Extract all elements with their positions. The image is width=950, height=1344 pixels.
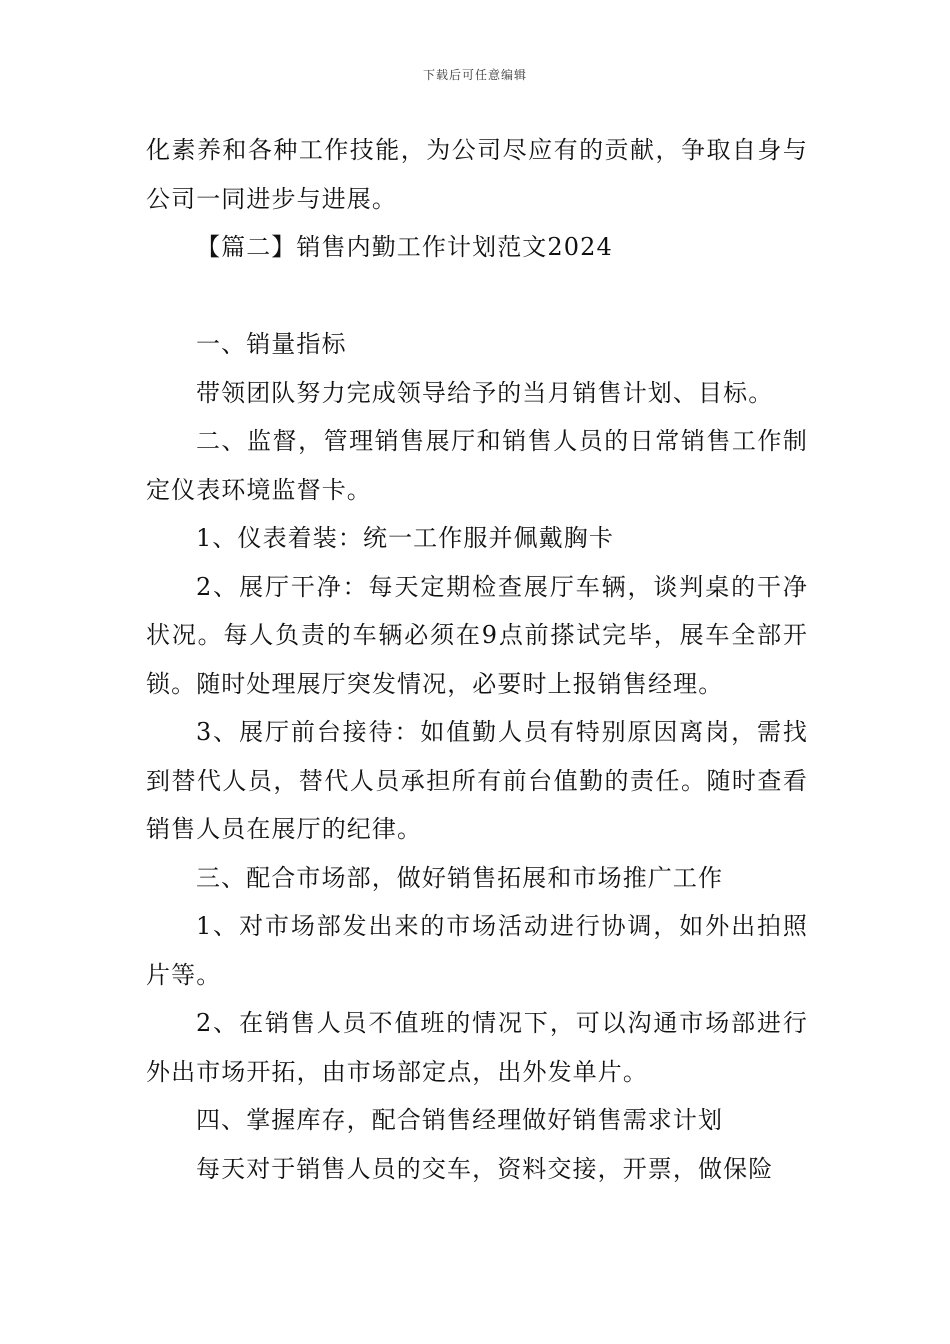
list-item-dress: 1、仪表着装：统一工作服并佩戴胸卡 [196, 524, 614, 552]
document-body [146, 126, 808, 1193]
paragraph-continuation: 化素养和各种工作技能，为公司尽应有的贡献，争取自身与公司一同进步与进展。 [146, 136, 808, 213]
blank-line [146, 272, 808, 321]
list-item-reception: 3、展厅前台接待：如值勤人员有特别原因离岗，需找到替代人员，替代人员承担所有前台值勤的责任。随时查看销售人员在展厅的纪律。 [146, 718, 808, 843]
section-title: 【篇二】销售内勤工作计划范文2024 [196, 233, 613, 261]
paragraph-sales-target: 带领团队努力完成领导给予的当月销售计划、目标。 [196, 378, 774, 407]
paragraph-inventory: 每天对于销售人员的交车，资料交接，开票，做保险 [196, 1154, 774, 1183]
heading-inventory: 四、掌握库存，配合销售经理做好销售需求计划 [196, 1106, 724, 1134]
list-item-market-activities: 1、对市场部发出来的市场活动进行协调，如外出拍照片等。 [146, 912, 808, 989]
heading-marketing: 三、配合市场部，做好销售拓展和市场推广工作 [196, 863, 724, 892]
list-item-market-expansion: 2、在销售人员不值班的情况下，可以沟通市场部进行外出市场开拓，由市场部定点，出外发单片。 [146, 1009, 808, 1086]
heading-supervision: 二、监督，管理销售展厅和销售人员的日常销售工作制定仪表环境监督卡。 [146, 427, 808, 504]
list-item-showroom-clean: 2、展厅干净：每天定期检查展厅车辆，谈判桌的干净状况。每人负责的车辆必须在9点前搽试完毕，展车全部开锁。随时处理展厅突发情况，必要时上报销售经理。 [146, 572, 808, 698]
page-header-note: 下载后可任意编辑 [422, 68, 527, 82]
heading-sales-target: 一、销量指标 [196, 330, 347, 358]
